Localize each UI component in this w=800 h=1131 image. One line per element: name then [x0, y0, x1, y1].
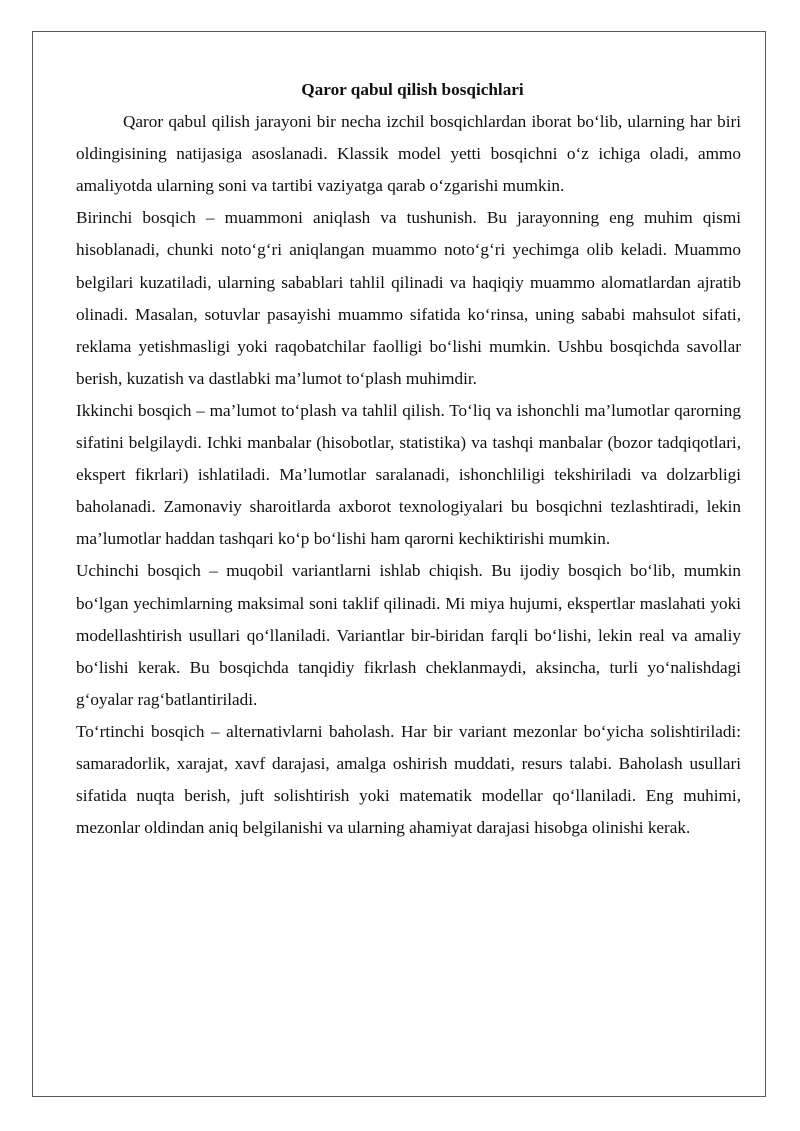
paragraph-stage-1: Birinchi bosqich – muammoni aniqlash va tushunish. Bu jarayonning eng muhim qismi hisoblanadi, chunki noto‘g‘ri aniqlangan muammo noto‘g‘ri yechimga olib keladi. Muammo belgilari kuzatiladi, ularning sabablari tahlil qilinadi va haqiqiy muammo alomatlardan ajratib olinadi. Masalan, sotuvlar pasayishi muammo sifatida ko‘rinsa, uning sababi mahsulot sifati, reklama yetishmasligi yoki raqobatchilar faolligi bo‘lishi mumkin. Ushbu bosqichda savollar berish, kuzatish va dastlabki ma’lumot to‘plash muhimdir. [76, 208, 741, 388]
paragraph-stage-2: Ikkinchi bosqich – ma’lumot to‘plash va tahlil qilish. To‘liq va ishonchli ma’lumotlar qarorning sifatini belgilaydi. Ichki manbalar (hisobotlar, statistika) va tashqi manbalar (bozor tadqiqotlari, ekspert fikrlari) ishlatiladi. Ma’lumotlar saralanadi, ishonchliligi tekshiriladi va dolzarbligi baholanadi. Zamonaviy sharoitlarda axborot texnologiyalari bu bosqichni tezlashtiradi, lekin ma’lumotlar haddan tashqari ko‘p bo‘lishi ham qarorni kechiktirishi mumkin. [76, 400, 741, 549]
paragraph-intro: Qaror qabul qilish jarayoni bir necha izchil bosqichlardan iborat bo‘lib, ularning har biri oldingisining natijasiga asoslanadi. Klassik model yetti bosqichni o‘z ichiga oladi, ammo amaliyotda ularning soni va tartibi vaziyatga qarab o‘zgarishi mumkin. [76, 112, 741, 196]
paragraph-stage-4: To‘rtinchi bosqich – alternativlarni baholash. Har bir variant mezonlar bo‘yicha solishtiriladi: samaradorlik, xarajat, xavf darajasi, amalga oshirish muddati, resurs talabi. Baholash usullari sifatida nuqta berish, juft solishtirish yoki matematik modellar qo‘llaniladi. Eng muhimi, mezonlar oldindan aniq belgilanishi va ularning ahamiyat darajasi hisobga olinishi kerak. [76, 721, 741, 838]
document-body [76, 74, 741, 844]
paragraph-stage-3: Uchinchi bosqich – muqobil variantlarni ishlab chiqish. Bu ijodiy bosqich bo‘lib, mumkin bo‘lgan yechimlarning maksimal soni taklif qilinadi. Mi miya hujumi, ekspertlar maslahati yoki modellashtirish usullari qo‘llaniladi. Variantlar bir-biridan farqli bo‘lishi, lekin real va amaliy bo‘lishi kerak. Bu bosqichda tanqidiy fikrlash cheklanmaydi, aksincha, turli yo‘nalishdagi g‘oyalar rag‘batlantiriladi. [76, 561, 741, 709]
document-title: Qaror qabul qilish bosqichlari [301, 80, 524, 99]
